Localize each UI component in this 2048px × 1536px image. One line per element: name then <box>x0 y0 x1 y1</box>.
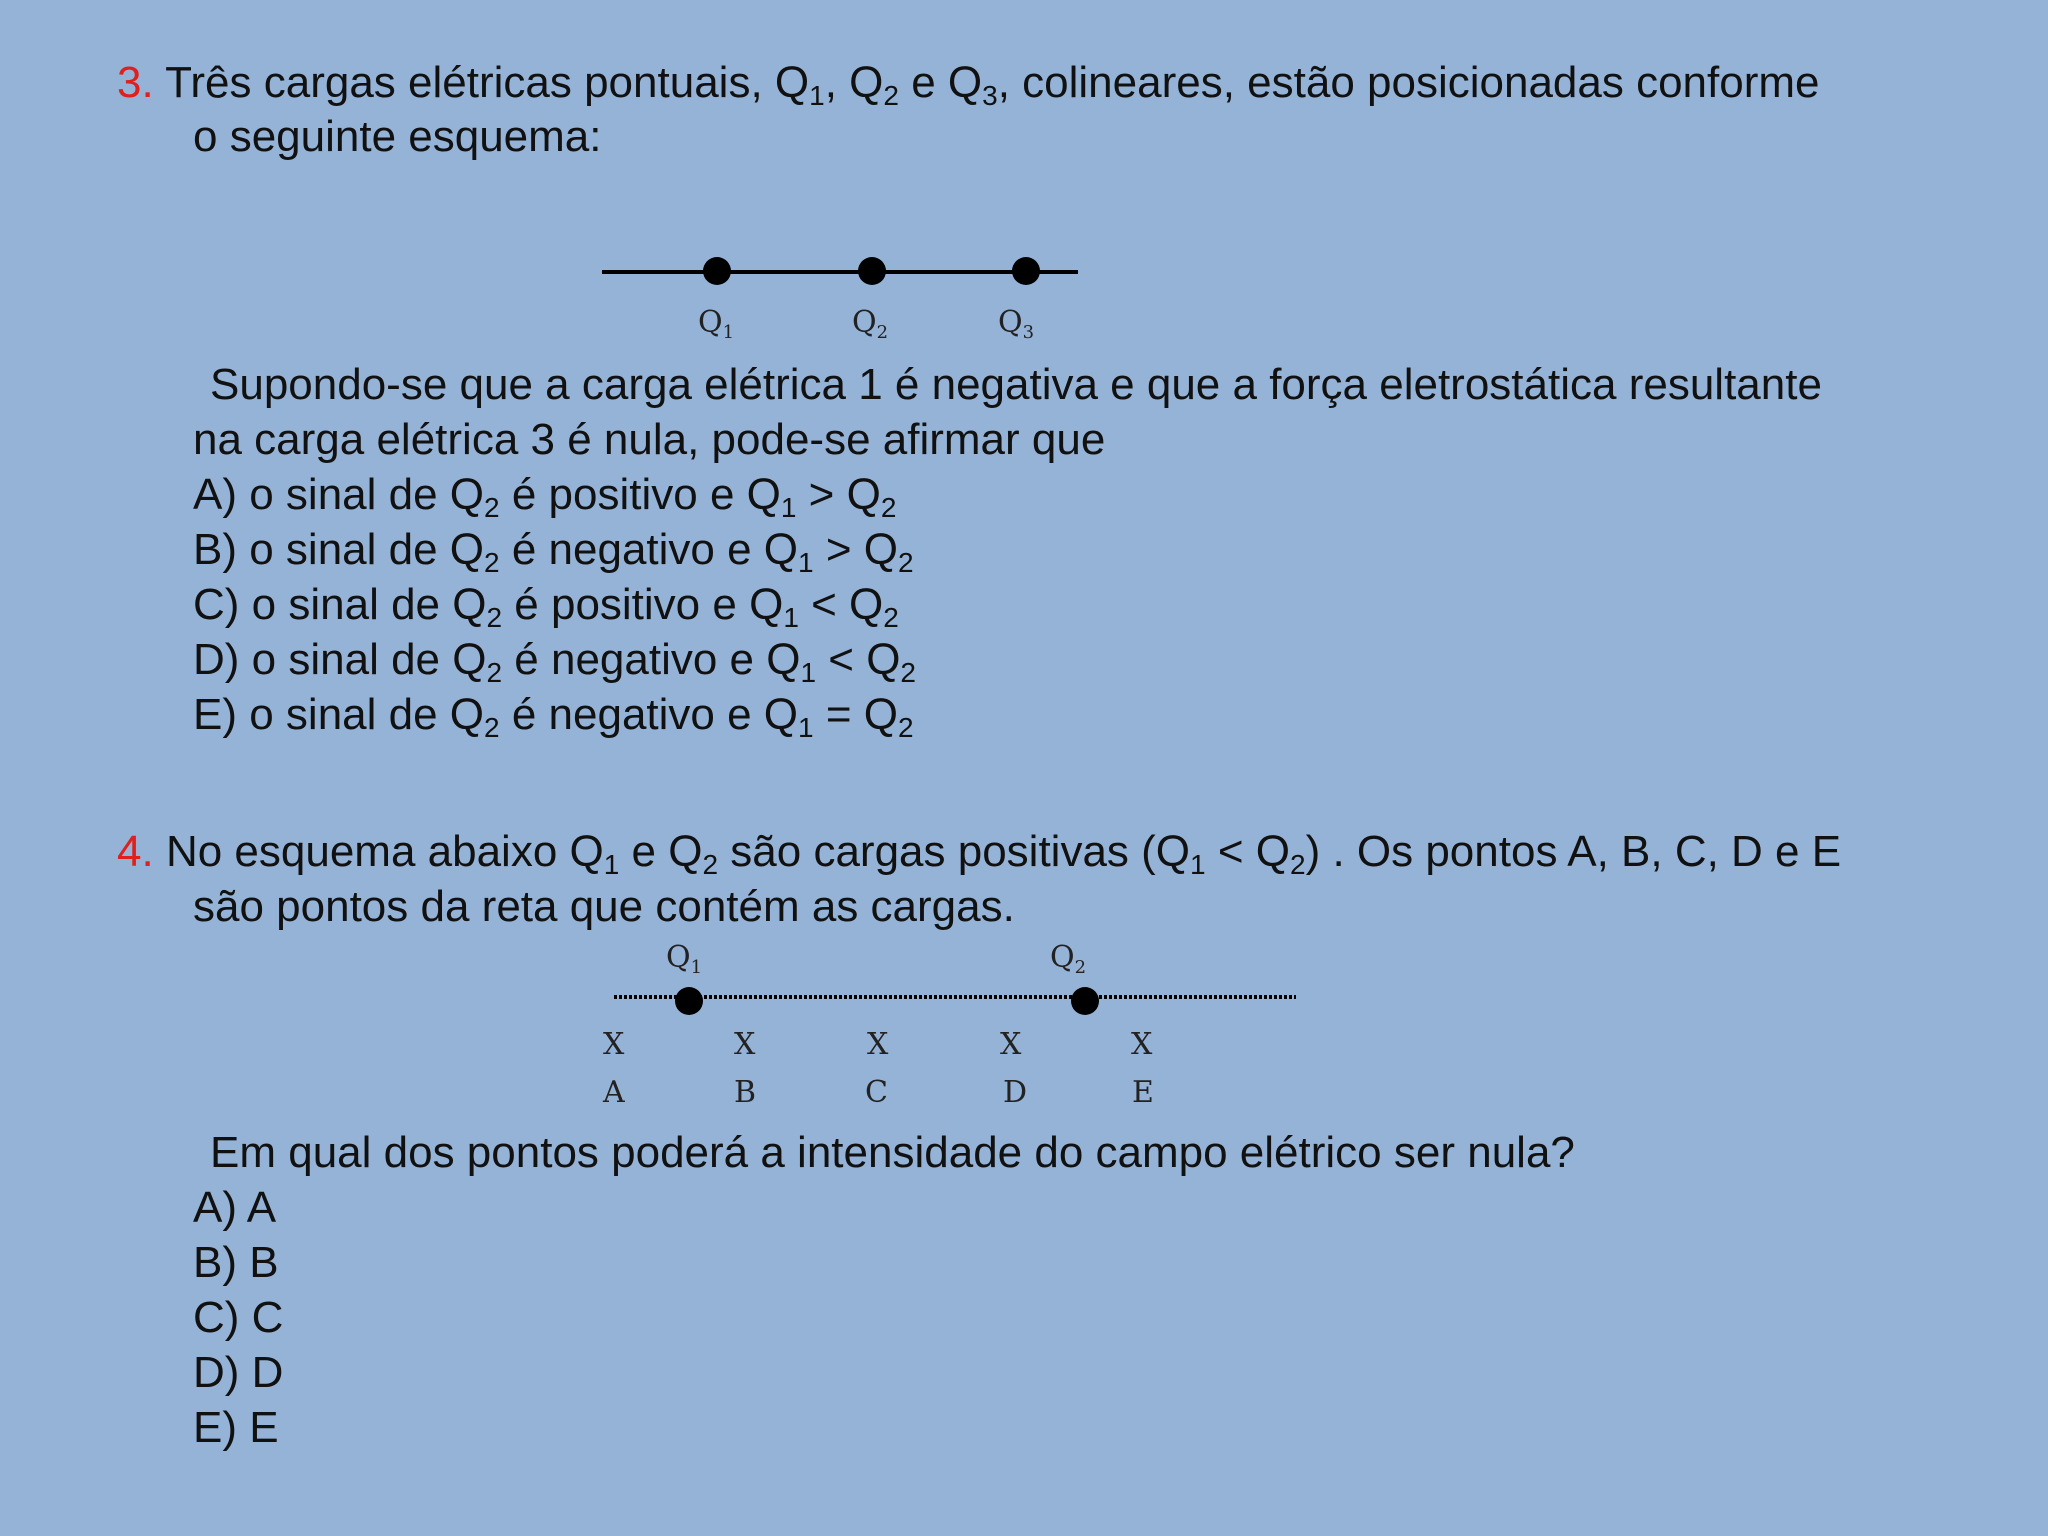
q3-option-d: D) o sinal de $Q_2$ é negativo e $Q_1 < Q_2$ <box>193 635 916 688</box>
q3-option-c: C) o sinal de $Q_2$ é positivo e $Q_1 < Q_2$ <box>193 580 899 633</box>
q3-label: $Q_3$ <box>998 305 1035 343</box>
q1-charge <box>703 257 731 285</box>
point-e-label: E <box>1132 1075 1154 1105</box>
q4-point-labels <box>602 1075 1154 1105</box>
q3-stem-line2: o seguinte esquema: <box>193 112 602 161</box>
point-b-mark: X <box>734 1027 756 1062</box>
q4-option-a: A) A <box>193 1183 277 1232</box>
q3-stem-line1: 3. Três cargas elétricas pontuais, $Q_1$, $Q_2$ e $Q_3$, colineares, estão posicionadas conforme <box>117 58 1820 111</box>
q4-option-d: D) D <box>193 1348 284 1397</box>
point-c-label: C <box>865 1075 888 1105</box>
q3-number: 3. <box>117 58 154 107</box>
q4-point-marks <box>603 1027 1153 1062</box>
q4-q2-label: $Q_2$ <box>1050 940 1087 978</box>
q4-field-diagram <box>600 925 1320 1105</box>
q4-q1-charge <box>675 987 703 1015</box>
q4-q2-charge <box>1071 987 1099 1015</box>
q4-number: 4. <box>117 827 154 876</box>
q4-option-c: C) C <box>193 1293 284 1342</box>
q2-label: $Q_2$ <box>852 305 889 343</box>
q4-question: Em qual dos pontos poderá a intensidade do campo elétrico ser nula? <box>210 1128 1575 1177</box>
q1-label: $Q_1$ <box>698 305 735 343</box>
point-c-mark: X <box>867 1027 889 1062</box>
point-a-label: A <box>603 1075 625 1105</box>
point-d-mark: X <box>1000 1027 1022 1062</box>
q3-premise-line1: Supondo-se que a carga elétrica 1 é negativa e que a força eletrostática resultante <box>210 360 1822 409</box>
q3-option-a: A) o sinal de $Q_2$ é positivo e $Q_1 > Q_2$ <box>193 470 897 523</box>
q4-option-e: E) E <box>193 1403 279 1452</box>
q3-charge <box>1012 257 1040 285</box>
q4-stem-line2: são pontos da reta que contém as cargas. <box>193 882 1015 931</box>
q4-option-b: B) B <box>193 1238 279 1287</box>
q2-charge <box>858 257 886 285</box>
q3-option-e: E) o sinal de $Q_2$ é negativo e $Q_1 = Q_2$ <box>193 690 914 743</box>
point-a-mark: X <box>603 1027 625 1062</box>
point-d-label: D <box>1003 1075 1028 1105</box>
q4-stem-line1: 4. No esquema abaixo $Q_1$ e $Q_2$ são cargas positivas $(Q_1 < Q_2)$ . Os pontos A, B, C, D e E <box>117 827 1842 880</box>
q4-q1-label: $Q_1$ <box>666 940 703 978</box>
point-e-mark: X <box>1131 1027 1153 1062</box>
q3-charges-diagram <box>598 240 1078 360</box>
point-b-label: B <box>734 1075 757 1105</box>
q3-option-b: B) o sinal de $Q_2$ é negativo e $Q_1 > Q_2$ <box>193 525 914 578</box>
q3-premise-line2: na carga elétrica 3 é nula, pode-se afirmar que <box>193 415 1106 464</box>
